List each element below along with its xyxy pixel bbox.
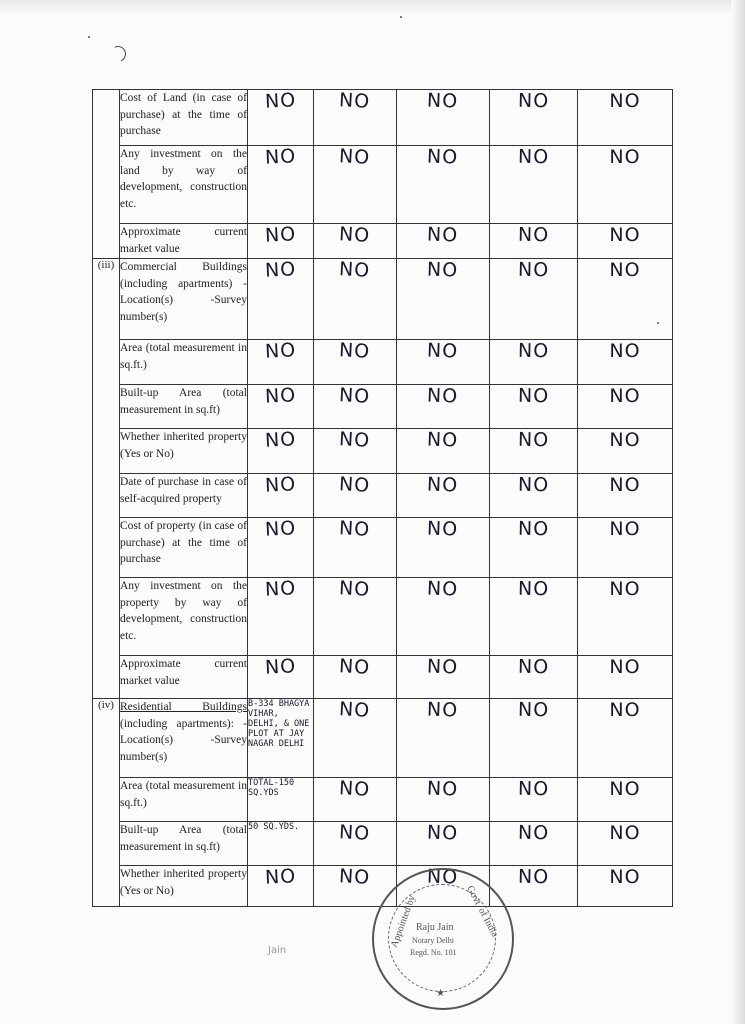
handwritten-no: [397, 699, 490, 778]
handwritten-no: [578, 259, 673, 340]
scan-speck: [88, 36, 90, 38]
row-label: [120, 656, 248, 699]
handwritten-no: [490, 518, 578, 578]
entry-text: B-334 BHAGYA VIHAR, DELHI, & ONE PLOT AT JAY NAGAR DELHI: [248, 699, 310, 749]
entry-text: NO: [338, 428, 372, 452]
handwritten-no: [490, 474, 578, 518]
handwritten-no: [314, 699, 397, 778]
entry-text: NO: [338, 223, 372, 247]
handwritten-no: [397, 224, 490, 259]
handwritten-no: [248, 340, 314, 385]
handwritten-no: [578, 340, 673, 385]
entry-text: NO: [609, 866, 641, 888]
entry-text: NO: [427, 473, 459, 497]
entry-text: NO: [517, 473, 550, 497]
entry-text: NO: [609, 778, 641, 800]
row-label: [120, 146, 248, 224]
row-label: [120, 778, 248, 822]
entry-text: NO: [338, 698, 372, 722]
handwritten-no: [397, 385, 490, 429]
table-row: [93, 474, 673, 518]
row-label-text: Cost of Land (in case of purchase) at the time of purchase: [120, 92, 247, 137]
handwritten-no: [578, 699, 673, 778]
entry-text: NO: [338, 655, 372, 679]
handwritten-entry: [248, 822, 314, 866]
page-edge-shadow: [0, 0, 745, 14]
handwritten-no: [578, 822, 673, 866]
handwritten-no: [397, 578, 490, 656]
row-label-text: Whether inherited property (Yes or No): [120, 868, 247, 897]
handwritten-no: [397, 259, 490, 340]
star-icon: ★: [436, 988, 445, 999]
entry-text: NO: [338, 577, 372, 601]
handwritten-no: [397, 822, 490, 866]
item-number: [93, 90, 120, 259]
stamp-line: Notary Delhi: [412, 936, 454, 945]
entry-text: NO: [427, 517, 459, 541]
row-label-text: Cost of property (in case of purchase) at the time of purchase: [120, 520, 247, 565]
handwritten-no: [314, 474, 397, 518]
entry-text: NO: [517, 777, 550, 801]
table-row: [93, 90, 673, 146]
entry-text: NO: [427, 577, 459, 601]
handwritten-no: [578, 656, 673, 699]
row-label-text: Commercial Buildings (including apartments) -Location(s) -Survey number(s): [120, 261, 247, 323]
row-label-text: Any investment on the land by way of development, construction etc.: [120, 148, 247, 210]
entry-text: NO: [264, 339, 297, 363]
handwritten-no: [314, 518, 397, 578]
entry-text: NO: [609, 474, 641, 496]
entry-text: NO: [338, 777, 372, 801]
entry-text: NO: [517, 223, 550, 247]
entry-text: NO: [264, 223, 297, 247]
handwritten-entry: [248, 778, 314, 822]
row-label-heading: Residential Buildings: [120, 701, 247, 713]
row-label-text: Any investment on the property by way of development, construction etc.: [120, 580, 247, 642]
entry-text: NO: [609, 146, 641, 168]
entry-text: NO: [427, 821, 459, 845]
handwritten-no: [248, 259, 314, 340]
handwritten-no: [248, 429, 314, 474]
entry-text: NO: [427, 428, 459, 452]
row-label-text: Built-up Area (total measurement in sq.ft): [120, 824, 247, 853]
entry-text: TOTAL-150 SQ.YDS: [248, 778, 295, 798]
row-label: [120, 259, 248, 340]
entry-text: 50 SQ.YDS.: [248, 822, 300, 832]
handwritten-no: [314, 822, 397, 866]
row-label: [120, 474, 248, 518]
entry-text: NO: [264, 89, 297, 113]
property-declaration-table: [92, 89, 673, 907]
entry-text: NO: [264, 865, 297, 889]
entry-text: NO: [264, 517, 297, 541]
entry-text: NO: [427, 384, 459, 408]
item-number: (iii): [93, 259, 120, 699]
handwritten-no: [578, 518, 673, 578]
entry-text: NO: [427, 698, 459, 722]
entry-text: NO: [264, 145, 297, 169]
entry-text: NO: [609, 385, 641, 407]
handwritten-no: [248, 518, 314, 578]
handwritten-no: [578, 90, 673, 146]
entry-text: NO: [609, 259, 641, 281]
row-label: [120, 822, 248, 866]
handwritten-no: [248, 656, 314, 699]
entry-text: NO: [517, 517, 550, 541]
row-label-text: Approximate current market value: [120, 226, 247, 255]
entry-text: NO: [517, 384, 550, 408]
handwritten-no: [578, 146, 673, 224]
handwritten-no: [248, 474, 314, 518]
entry-text: NO: [338, 258, 372, 282]
entry-text: NO: [517, 865, 550, 889]
entry-text: NO: [609, 224, 641, 246]
row-label-text: Area (total measurement in sq.ft.): [120, 780, 247, 809]
entry-text: NO: [517, 339, 550, 363]
handwritten-no: [248, 90, 314, 146]
row-label: [120, 866, 248, 907]
entry-text: NO: [609, 656, 641, 678]
entry-text: NO: [609, 429, 641, 451]
handwritten-no: [490, 578, 578, 656]
entry-text: NO: [517, 821, 550, 845]
handwritten-no: [490, 385, 578, 429]
handwritten-no: [314, 656, 397, 699]
table-row: [93, 699, 673, 778]
handwritten-no: [397, 778, 490, 822]
handwritten-no: [314, 385, 397, 429]
handwritten-no: [578, 385, 673, 429]
table-row: [93, 578, 673, 656]
handwritten-no: [578, 474, 673, 518]
table-row: [93, 259, 673, 340]
entry-text: NO: [338, 89, 372, 113]
scan-speck: [400, 16, 402, 18]
table-row: [93, 822, 673, 866]
table-row: [93, 656, 673, 699]
entry-text: NO: [338, 473, 372, 497]
entry-text: NO: [338, 821, 372, 845]
handwritten-no: [490, 429, 578, 474]
table-row: [93, 146, 673, 224]
handwritten-no: [397, 474, 490, 518]
stamp-ring-text-left: Appointed by: [388, 893, 418, 950]
row-label: [120, 429, 248, 474]
entry-text: NO: [609, 578, 641, 600]
entry-text: NO: [264, 384, 297, 408]
entry-text: NO: [427, 777, 459, 801]
handwritten-no: [248, 578, 314, 656]
row-label: [120, 578, 248, 656]
handwritten-no: [578, 429, 673, 474]
entry-text: NO: [427, 258, 459, 282]
row-label-text: Whether inherited property (Yes or No): [120, 431, 247, 460]
handwritten-no: [490, 90, 578, 146]
row-label-text: Date of purchase in case of self-acquired property: [120, 476, 247, 505]
handwritten-no: [397, 518, 490, 578]
entry-text: NO: [338, 384, 372, 408]
table-row: [93, 385, 673, 429]
handwritten-no: [314, 146, 397, 224]
entry-text: NO: [609, 822, 641, 844]
row-label-text: Built-up Area (total measurement in sq.ft): [120, 387, 247, 416]
handwritten-no: [248, 385, 314, 429]
handwritten-no: [490, 340, 578, 385]
row-label: [120, 340, 248, 385]
entry-text: NO: [609, 699, 641, 721]
table-row: [93, 224, 673, 259]
entry-text: NO: [427, 223, 459, 247]
handwritten-no: [490, 224, 578, 259]
handwritten-no: [248, 224, 314, 259]
entry-text: NO: [338, 517, 372, 541]
entry-text: NO: [427, 145, 459, 169]
row-label-text: Area (total measurement in sq.ft.): [120, 342, 247, 371]
entry-text: NO: [517, 577, 550, 601]
handwritten-no: [578, 778, 673, 822]
entry-text: NO: [517, 428, 550, 452]
handwritten-no: [248, 866, 314, 907]
entry-text: NO: [264, 258, 297, 282]
item-number: (iv): [93, 699, 120, 907]
entry-text: NO: [427, 865, 459, 889]
handwritten-no: [314, 778, 397, 822]
handwritten-no: [397, 146, 490, 224]
handwritten-no: [490, 146, 578, 224]
entry-text: NO: [264, 655, 297, 679]
handwritten-no: [248, 146, 314, 224]
entry-text: NO: [427, 339, 459, 363]
entry-text: NO: [517, 89, 550, 113]
handwritten-no: [314, 90, 397, 146]
handwritten-no: [490, 656, 578, 699]
stamp-ring-text-right: Govt. of India: [464, 884, 501, 939]
entry-text: NO: [264, 428, 297, 452]
table-row: [93, 778, 673, 822]
handwritten-no: [490, 699, 578, 778]
handwritten-no: [397, 90, 490, 146]
handwritten-no: [314, 429, 397, 474]
entry-text: NO: [338, 865, 372, 889]
row-label-text: (including apartments): -Location(s) -Survey number(s): [120, 717, 247, 763]
handwritten-no: [578, 866, 673, 907]
row-label: [120, 385, 248, 429]
entry-text: NO: [338, 339, 372, 363]
page-edge-shadow: [731, 0, 745, 1024]
row-label-text: Approximate current market value: [120, 658, 247, 687]
entry-text: NO: [427, 89, 459, 113]
entry-text: NO: [517, 655, 550, 679]
stamp-name: Raju Jain: [416, 922, 454, 933]
notary-stamp: [372, 868, 514, 1010]
table-row: [93, 429, 673, 474]
entry-text: NO: [517, 258, 550, 282]
handwritten-no: [397, 340, 490, 385]
handwritten-no: [397, 656, 490, 699]
row-label: [120, 699, 248, 778]
entry-text: NO: [427, 655, 459, 679]
handwritten-no: [490, 259, 578, 340]
row-label: [120, 518, 248, 578]
entry-text: NO: [517, 698, 550, 722]
handwritten-entry: [248, 699, 314, 778]
entry-text: NO: [338, 145, 372, 169]
handwritten-no: [314, 578, 397, 656]
row-label: [120, 224, 248, 259]
stamp-line: Regd. No. 101: [410, 948, 457, 957]
entry-text: NO: [264, 577, 297, 601]
table-row: [93, 518, 673, 578]
punch-hole-mark: [108, 44, 129, 65]
entry-text: NO: [609, 90, 641, 112]
row-label: [120, 90, 248, 146]
table-row: [93, 340, 673, 385]
entry-text: NO: [609, 518, 641, 540]
signature-scribble: Jain: [268, 945, 287, 956]
entry-text: NO: [264, 473, 297, 497]
handwritten-no: [490, 778, 578, 822]
handwritten-no: [578, 224, 673, 259]
handwritten-no: [314, 259, 397, 340]
handwritten-no: [314, 340, 397, 385]
handwritten-no: [314, 224, 397, 259]
handwritten-no: [397, 429, 490, 474]
entry-text: NO: [609, 340, 641, 362]
handwritten-no: [578, 578, 673, 656]
handwritten-no: [490, 822, 578, 866]
entry-text: NO: [517, 145, 550, 169]
